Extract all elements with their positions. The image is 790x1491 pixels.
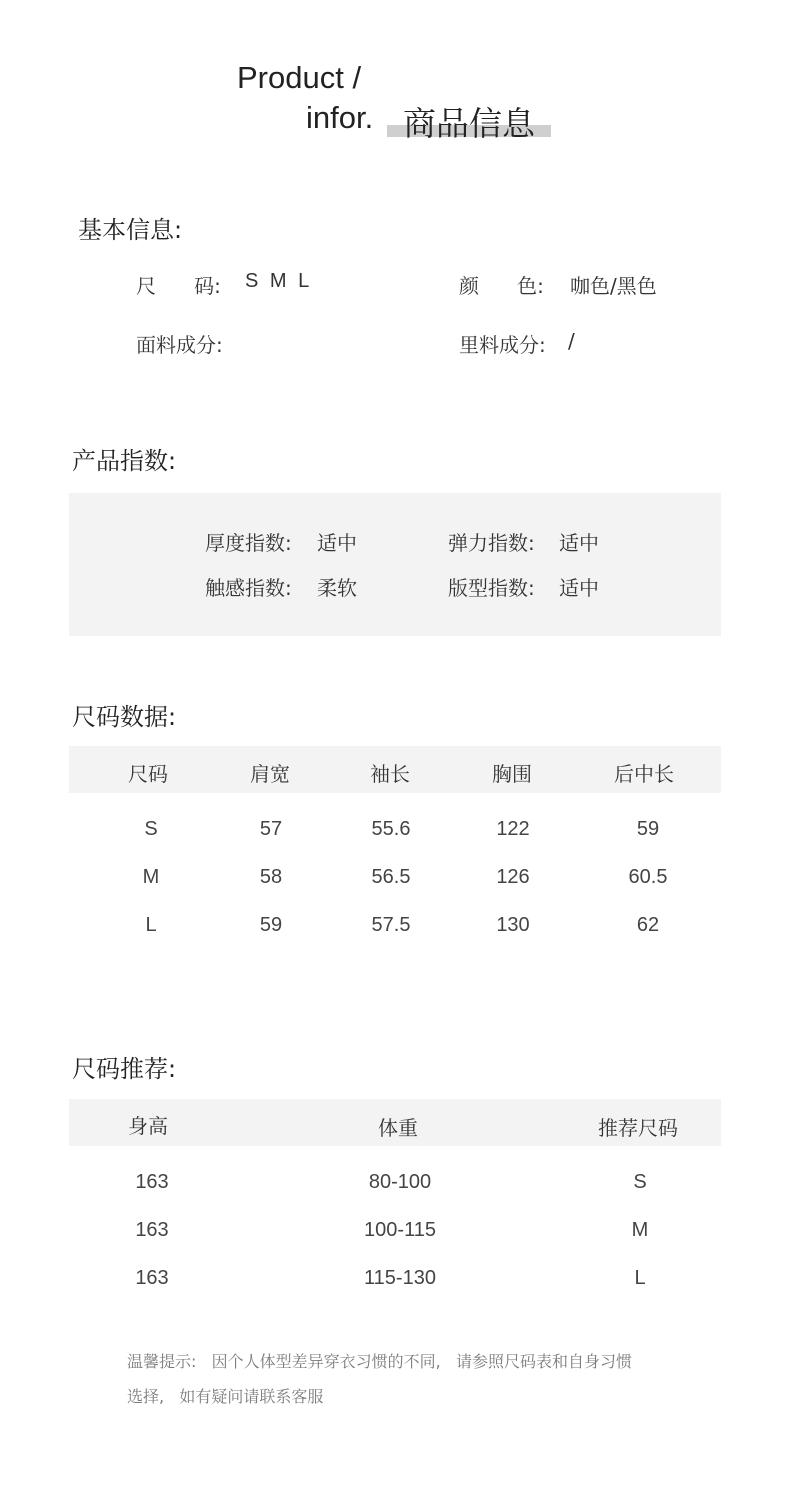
color-value: 咖色/黑色: [570, 274, 657, 298]
index-value-fit: 适中: [559, 576, 599, 600]
size-data-cell: 130: [496, 914, 530, 936]
size-data-cell: 57: [259, 818, 283, 840]
size-rec-cell: 115-130: [364, 1267, 436, 1289]
color-label: 颜 色:: [459, 274, 544, 298]
tip-note-line1: 温馨提示: 因个人体型差异穿衣习惯的不同, 请参照尺码表和自身习惯: [127, 1352, 632, 1371]
size-rec-cell: 163: [135, 1267, 169, 1289]
size-data-cell: M: [142, 866, 160, 888]
size-data-heading: 尺码数据:: [72, 703, 177, 731]
basic-info-heading: 基本信息:: [78, 216, 183, 244]
size-data-cell: L: [145, 914, 157, 936]
size-data-cell: 59: [636, 818, 660, 840]
product-index-heading: 产品指数:: [72, 447, 177, 475]
size-rec-cell: 80-100: [368, 1171, 432, 1193]
size-data-cell: 60.5: [628, 866, 668, 888]
size-data-cell: 57.5: [371, 914, 411, 936]
index-label-thickness: 厚度指数:: [205, 531, 292, 555]
size-data-col-length: 后中长: [614, 762, 674, 786]
size-data-col-chest: 胸围: [492, 762, 532, 786]
size-rec-cell: M: [631, 1219, 649, 1241]
size-data-cell: 62: [636, 914, 660, 936]
title-cn: 商品信息: [403, 104, 535, 143]
size-data-col-sleeve: 袖长: [370, 762, 410, 786]
size-data-col-shoulder: 肩宽: [250, 762, 290, 786]
fabric-label: 面料成分:: [136, 333, 223, 357]
size-rec-cell: 163: [135, 1171, 169, 1193]
size-rec-cell: 100-115: [364, 1219, 436, 1241]
size-data-cell: 56.5: [371, 866, 411, 888]
size-data-cell: 122: [496, 818, 530, 840]
size-rec-col-height: 身高: [128, 1114, 168, 1138]
size-rec-col-size: 推荐尺码: [598, 1116, 678, 1140]
title-en-line1: Product /: [237, 60, 362, 95]
size-value: S M L: [245, 270, 310, 292]
size-label: 尺 码:: [136, 274, 221, 298]
size-data-cell: 58: [259, 866, 283, 888]
product-index-panel: [69, 493, 721, 636]
index-value-elasticity: 适中: [559, 531, 599, 555]
size-data-cell: 126: [496, 866, 530, 888]
size-rec-cell: L: [634, 1267, 646, 1289]
index-label-touch: 触感指数:: [205, 576, 292, 600]
size-rec-cell: S: [633, 1171, 647, 1193]
size-data-col-size: 尺码: [128, 762, 168, 786]
size-rec-col-weight: 体重: [378, 1116, 418, 1140]
index-label-fit: 版型指数:: [448, 576, 535, 600]
lining-label: 里料成分:: [459, 333, 546, 357]
index-label-elasticity: 弹力指数:: [448, 531, 535, 555]
size-data-cell: 55.6: [371, 818, 411, 840]
size-rec-cell: 163: [135, 1219, 169, 1241]
size-data-cell: 59: [259, 914, 283, 936]
size-data-cell: S: [144, 818, 158, 840]
index-value-touch: 柔软: [317, 576, 357, 600]
lining-value: /: [568, 329, 575, 353]
title-en-line2: infor.: [306, 100, 374, 135]
index-value-thickness: 适中: [317, 531, 357, 555]
tip-note-line2: 选择, 如有疑问请联系客服: [127, 1387, 324, 1406]
size-rec-heading: 尺码推荐:: [72, 1055, 177, 1083]
